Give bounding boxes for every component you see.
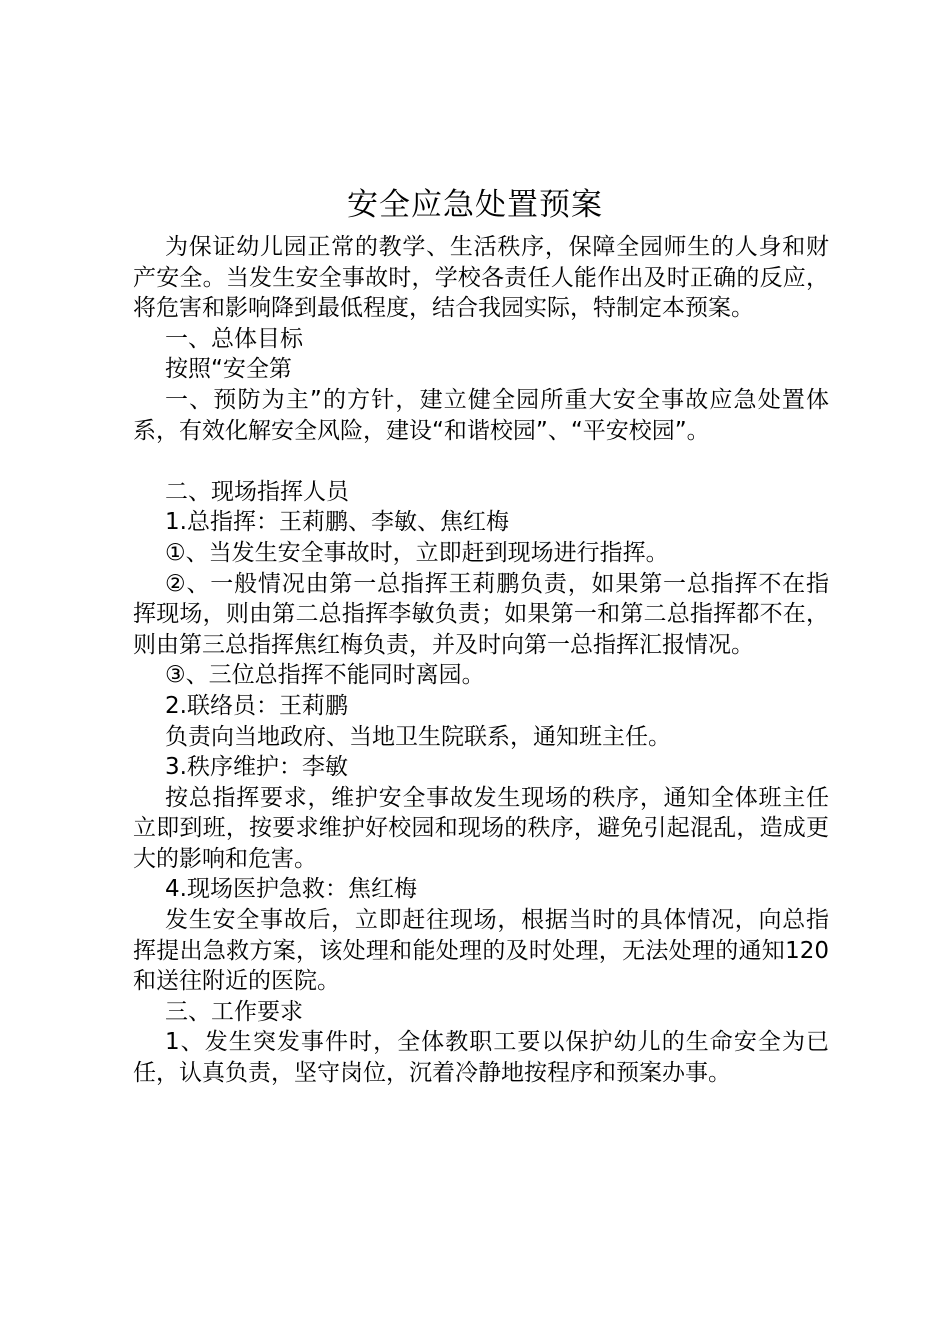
item-requirement-1: 1、发生突发事件时，全体教职工要以保护幼儿的生命安全为已任，认真负责，坚守岗位，沉着冷静地按程序和预案办事。: [133, 1029, 829, 1087]
heading-overall-goal: 一、总体目标: [165, 325, 303, 352]
item-liaison: 2.联络员：王莉鹏: [165, 692, 348, 719]
paragraph-goal-line1: 按照“安全第: [165, 356, 292, 383]
document-body: [133, 232, 829, 1089]
item-commander-duty-3: ③、三位总指挥不能同时离园。: [165, 662, 485, 689]
item-order: 3.秩序维护：李敏: [165, 754, 348, 781]
heading-onsite-command: 二、现场指挥人员: [165, 478, 349, 505]
item-commander-duty-1: ①、当发生安全事故时，立即赶到现场进行指挥。: [165, 539, 669, 566]
item-medical: 4.现场医护急救：焦红梅: [165, 876, 417, 903]
item-liaison-duty: 负责向当地政府、当地卫生院联系，通知班主任。: [165, 723, 671, 750]
item-commander-duty-2: ②、一般情况由第一总指挥王莉鹏负责，如果第一总指挥不在指挥现场，则由第二总指挥李敏负责；如果第一和第二总指挥都不在，则由第三总指挥焦红梅负责，并及时向第一总指挥汇报情况。: [133, 570, 829, 658]
paragraph-goal-line2: 一、预防为主”的方针，建立健全园所重大安全事故应急处置体系，有效化解安全风险，建设“和谐校园”、“平安校园”。: [133, 386, 829, 444]
item-medical-duty: 发生安全事故后，立即赶往现场，根据当时的具体情况，向总指挥提出急救方案，该处理和能处理的及时处理，无法处理的通知120和送往附近的医院。: [133, 907, 829, 995]
item-commander: 1.总指挥：王莉鹏、李敏、焦红梅: [165, 509, 509, 536]
item-order-duty: 按总指挥要求，维护安全事故发生现场的秩序，通知全体班主任立即到班，按要求维护好校园和现场的秩序，避免引起混乱，造成更大的影响和危害。: [133, 784, 829, 872]
paragraph-intro: 为保证幼儿园正常的教学、生活秩序，保障全园师生的人身和财产安全。当发生安全事故时，学校各责任人能作出及时正确的反应，将危害和影响降到最低程度，结合我园实际，特制定本预案。: [133, 234, 829, 322]
document-title: 安全应急处置预案: [347, 187, 603, 223]
heading-work-requirements: 三、工作要求: [165, 998, 303, 1025]
blank-line: [133, 446, 829, 477]
